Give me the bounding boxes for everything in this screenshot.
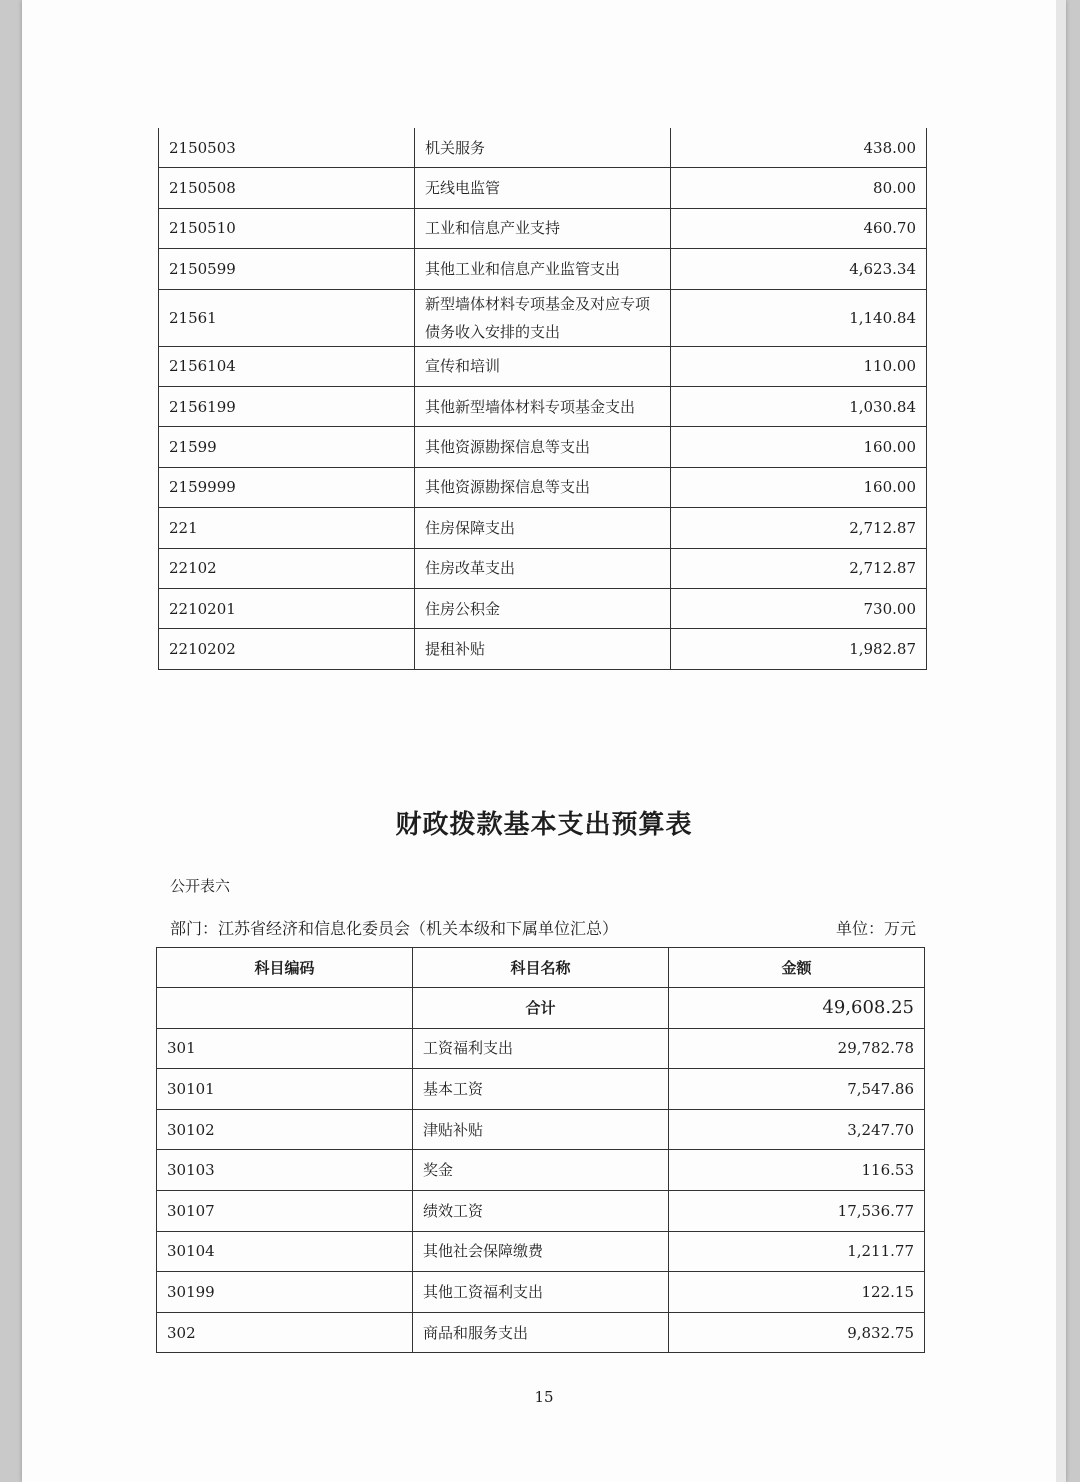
- amount: 460.70: [671, 208, 927, 248]
- table-row: [159, 588, 927, 628]
- department-label: 部门：江苏省经济和信息化委员会（机关本级和下属单位汇总）: [170, 919, 619, 938]
- continued-expenditure-table: [158, 128, 927, 670]
- table-row: [157, 1150, 925, 1191]
- table-row: [157, 1231, 925, 1272]
- table-header-row: [157, 948, 925, 988]
- amount: 1,030.84: [671, 386, 927, 426]
- subject-code: 221: [159, 508, 415, 548]
- subject-name: 工资福利支出: [413, 1028, 669, 1069]
- amount: 17,536.77: [669, 1190, 925, 1231]
- table-row: [157, 1109, 925, 1150]
- table-row: [157, 1190, 925, 1231]
- table-subtitle: 公开表六: [170, 877, 231, 895]
- basic-expenditure-budget-table: [156, 947, 925, 1353]
- subject-name: 奖金: [413, 1150, 669, 1191]
- amount: 4,623.34: [671, 249, 927, 289]
- subject-name: 其他资源勘探信息等支出: [415, 427, 671, 467]
- subject-name: 基本工资: [413, 1069, 669, 1110]
- amount: 29,782.78: [669, 1028, 925, 1069]
- subject-code: 2210201: [159, 588, 415, 628]
- table-row: [159, 168, 927, 208]
- subject-name: 住房公积金: [415, 588, 671, 628]
- subject-code: 30107: [157, 1190, 413, 1231]
- subject-name: 其他工业和信息产业监管支出: [415, 249, 671, 289]
- amount: 80.00: [671, 168, 927, 208]
- subject-code: 30104: [157, 1231, 413, 1272]
- subject-code: 2150508: [159, 168, 415, 208]
- subject-name: 新型墙体材料专项基金及对应专项债务收入安排的支出: [415, 289, 671, 346]
- page-number: 15: [534, 1388, 554, 1406]
- amount: 160.00: [671, 427, 927, 467]
- subject-name: 其他社会保障缴费: [413, 1231, 669, 1272]
- subject-code: 2159999: [159, 467, 415, 507]
- subject-code: 2150599: [159, 249, 415, 289]
- subject-name: 商品和服务支出: [413, 1312, 669, 1353]
- subject-name: 提租补贴: [415, 629, 671, 669]
- document-page: [22, 0, 1066, 1482]
- table-row: [157, 1028, 925, 1069]
- amount: 2,712.87: [671, 508, 927, 548]
- subject-code: 2150503: [159, 128, 415, 168]
- amount: 2,712.87: [671, 548, 927, 588]
- subject-name: 住房改革支出: [415, 548, 671, 588]
- subject-code: 2156104: [159, 346, 415, 386]
- table-row: [159, 346, 927, 386]
- table-row: [157, 1272, 925, 1313]
- table-row: [159, 386, 927, 426]
- amount: 110.00: [671, 346, 927, 386]
- amount: 1,982.87: [671, 629, 927, 669]
- subject-code: 30103: [157, 1150, 413, 1191]
- subject-name: 机关服务: [415, 128, 671, 168]
- header-amount: 金额: [669, 948, 925, 988]
- amount: 116.53: [669, 1150, 925, 1191]
- subject-code: 2210202: [159, 629, 415, 669]
- subject-name: 其他新型墙体材料专项基金支出: [415, 386, 671, 426]
- subject-code: 302: [157, 1312, 413, 1353]
- amount: 160.00: [671, 467, 927, 507]
- total-code: [157, 988, 413, 1029]
- subject-name: 津贴补贴: [413, 1109, 669, 1150]
- subject-name: 绩效工资: [413, 1190, 669, 1231]
- total-row: [157, 988, 925, 1029]
- subject-code: 30199: [157, 1272, 413, 1313]
- amount: 7,547.86: [669, 1069, 925, 1110]
- unit-label: 单位：万元: [835, 919, 916, 938]
- amount: 122.15: [669, 1272, 925, 1313]
- subject-name: 宣传和培训: [415, 346, 671, 386]
- table-row: [159, 427, 927, 467]
- table-row: [157, 1069, 925, 1110]
- subject-code: 30102: [157, 1109, 413, 1150]
- table-row: [159, 128, 927, 168]
- amount: 9,832.75: [669, 1312, 925, 1353]
- section-title: 财政拨款基本支出预算表: [395, 810, 693, 840]
- table-row: [157, 1312, 925, 1353]
- table-row: [159, 208, 927, 248]
- table-row: [159, 508, 927, 548]
- table-row: [159, 548, 927, 588]
- page-edge-shadow: [1056, 0, 1066, 1482]
- table-row: [159, 629, 927, 669]
- amount: 3,247.70: [669, 1109, 925, 1150]
- total-label: 合计: [413, 988, 669, 1029]
- amount: 1,211.77: [669, 1231, 925, 1272]
- subject-name: 住房保障支出: [415, 508, 671, 548]
- subject-code: 21561: [159, 289, 415, 346]
- subject-code: 21599: [159, 427, 415, 467]
- subject-code: 30101: [157, 1069, 413, 1110]
- subject-code: 2156199: [159, 386, 415, 426]
- header-subject-name: 科目名称: [413, 948, 669, 988]
- subject-name: 其他工资福利支出: [413, 1272, 669, 1313]
- subject-name: 其他资源勘探信息等支出: [415, 467, 671, 507]
- subject-code: 22102: [159, 548, 415, 588]
- header-subject-code: 科目编码: [157, 948, 413, 988]
- subject-name: 无线电监管: [415, 168, 671, 208]
- table-row: [159, 467, 927, 507]
- subject-name: 工业和信息产业支持: [415, 208, 671, 248]
- table-row: [159, 249, 927, 289]
- subject-code: 301: [157, 1028, 413, 1069]
- amount: 730.00: [671, 588, 927, 628]
- subject-code: 2150510: [159, 208, 415, 248]
- amount: 438.00: [671, 128, 927, 168]
- total-amount: 49,608.25: [669, 988, 925, 1029]
- amount: 1,140.84: [671, 289, 927, 346]
- table-row: [159, 289, 927, 346]
